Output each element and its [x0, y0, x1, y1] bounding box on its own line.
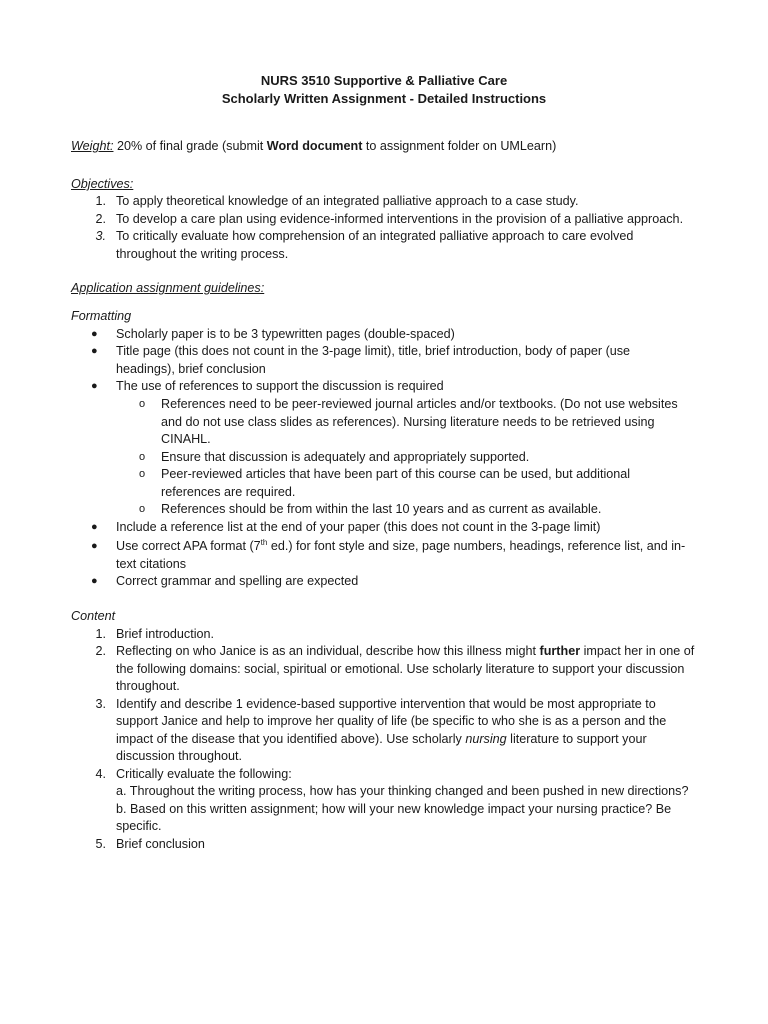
- circle-bullet-icon: o: [139, 398, 146, 410]
- objective-text: To critically evaluate how comprehension of an integrated palliative approach to care evolved: [116, 229, 634, 243]
- formatting-subitem: references are required.: [161, 485, 296, 499]
- content-item: Brief introduction.: [116, 627, 215, 641]
- formatting-subitem: Peer-reviewed articles that have been part of this course can be used, but additional: [161, 467, 631, 481]
- formatting-item: Title page (this does not count in the 3-page limit), title, brief introduction, body of paper (use: [116, 344, 631, 358]
- circle-bullet-icon: o: [139, 468, 146, 480]
- weight-line: Weight: 20% of final grade (submit Word document to assignment folder on UMLearn): [71, 139, 557, 153]
- objective-text: To apply theoretical knowledge of an integrated palliative approach to a case study.: [116, 194, 579, 208]
- bullet-icon: ●: [91, 521, 98, 533]
- content-item: Critically evaluate the following:: [116, 767, 292, 781]
- formatting-subitem: and do not use class slides as references). Nursing literature needs to be retrieved using: [161, 415, 655, 429]
- document-title: NURS 3510 Supportive & Palliative Care: [260, 73, 508, 88]
- guidelines-heading: Application assignment guidelines:: [71, 281, 265, 295]
- formatting-heading: Formatting: [71, 309, 132, 323]
- content-item: impact of the disease that you identified above). Use scholarly nursing literature to support your: [116, 732, 647, 746]
- content-item: the following domains: social, spiritual or emotional. Use scholarly literature to support your discussion: [116, 662, 685, 676]
- circle-bullet-icon: o: [139, 451, 146, 463]
- content-item: discussion throughout.: [116, 749, 243, 763]
- circle-bullet-icon: o: [139, 503, 146, 515]
- bullet-icon: ●: [91, 575, 98, 587]
- content-number: 1.: [95, 627, 106, 641]
- objective-number: 2.: [95, 212, 106, 226]
- formatting-item: Scholarly paper is to be 3 typewritten pages (double-spaced): [116, 327, 455, 341]
- content-item: Identify and describe 1 evidence-based supportive intervention that would be most appropriate to: [116, 697, 656, 711]
- formatting-item: Use correct APA format (7th ed.) for font style and size, page numbers, headings, reference list, and in-: [116, 537, 686, 553]
- content-item: support Janice and help to improve her quality of life (be specific to who she is as a person and the: [116, 714, 667, 728]
- content-number: 4.: [95, 767, 106, 781]
- formatting-item: headings), brief conclusion: [116, 362, 266, 376]
- content-item: Reflecting on who Janice is as an individual, describe how this illness might further impact her in one of: [116, 644, 695, 658]
- content-heading: Content: [71, 609, 116, 623]
- formatting-subitem: References need to be peer-reviewed journal articles and/or textbooks. (Do not use websites: [161, 397, 678, 411]
- formatting-item: text citations: [116, 557, 186, 571]
- content-number: 5.: [95, 837, 106, 851]
- objective-text: throughout the writing process.: [116, 247, 289, 261]
- document-subtitle: Scholarly Written Assignment - Detailed Instructions: [221, 91, 547, 106]
- content-item: b. Based on this written assignment; how will your new knowledge impact your nursing practice? Be: [116, 802, 672, 816]
- formatting-item: Correct grammar and spelling are expected: [116, 574, 359, 588]
- content-item: a. Throughout the writing process, how has your thinking changed and been pushed in new directions?: [116, 784, 689, 798]
- content-number: 3.: [95, 697, 106, 711]
- formatting-subitem: CINAHL.: [161, 432, 211, 446]
- formatting-subitem: References should be from within the last 10 years and as current as available.: [161, 502, 602, 516]
- formatting-subitem: Ensure that discussion is adequately and appropriately supported.: [161, 450, 530, 464]
- bullet-icon: ●: [91, 328, 98, 340]
- bullet-icon: ●: [91, 380, 98, 392]
- content-item: specific.: [116, 819, 162, 833]
- objectives-heading: Objectives:: [71, 177, 134, 191]
- objective-number: 1.: [95, 194, 106, 208]
- objective-number: 3.: [95, 229, 106, 243]
- formatting-item: Include a reference list at the end of your paper (this does not count in the 3-page limit): [116, 520, 601, 534]
- bullet-icon: ●: [91, 345, 98, 357]
- bullet-icon: ●: [91, 540, 98, 552]
- formatting-item: The use of references to support the discussion is required: [116, 379, 444, 393]
- content-item: Brief conclusion: [116, 837, 205, 851]
- content-number: 2.: [95, 644, 106, 658]
- objective-text: To develop a care plan using evidence-informed interventions in the provision of a palliative approach.: [116, 212, 684, 226]
- weight-label: Weight:: [71, 139, 114, 153]
- content-item: throughout.: [116, 679, 180, 693]
